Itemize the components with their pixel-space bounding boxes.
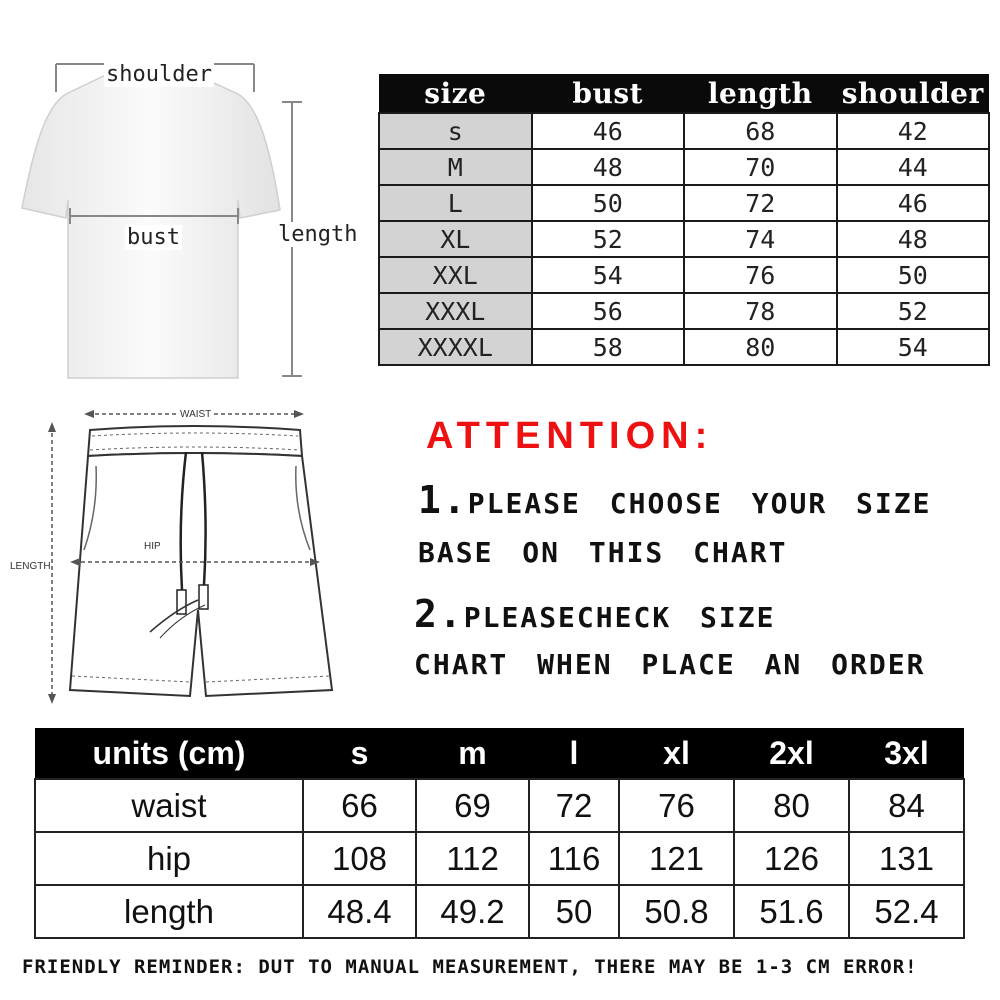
attention-line-1 xyxy=(418,478,932,522)
value-cell: 72 xyxy=(529,779,619,832)
size-cell: XL xyxy=(379,221,532,257)
value-cell: 84 xyxy=(849,779,964,832)
length-cell: 76 xyxy=(684,257,837,293)
shoulder-cell: 50 xyxy=(837,257,990,293)
shoulder-cell: 52 xyxy=(837,293,990,329)
value-cell: 50 xyxy=(529,885,619,938)
table-row xyxy=(379,329,989,365)
length-cell: 68 xyxy=(684,113,837,149)
shoulder-cell: 44 xyxy=(837,149,990,185)
value-cell: 116 xyxy=(529,832,619,885)
header-bust: bust xyxy=(532,74,685,113)
value-cell: 66 xyxy=(303,779,416,832)
value-cell: 48.4 xyxy=(303,885,416,938)
row-label: waist xyxy=(35,779,303,832)
length-cell: 80 xyxy=(684,329,837,365)
size-cell: XXL xyxy=(379,257,532,293)
length-label: LENGTH xyxy=(10,561,51,572)
length-cell: 72 xyxy=(684,185,837,221)
shorts-illustration xyxy=(0,400,380,710)
header-m: m xyxy=(416,728,529,779)
tshirt-illustration xyxy=(0,50,375,380)
bust-cell: 54 xyxy=(532,257,685,293)
shorts-size-table xyxy=(34,728,965,939)
row-label: length xyxy=(35,885,303,938)
header-2xl: 2xl xyxy=(734,728,849,779)
value-cell: 76 xyxy=(619,779,734,832)
value-cell: 49.2 xyxy=(416,885,529,938)
length-cell: 70 xyxy=(684,149,837,185)
size-cell: s xyxy=(379,113,532,149)
header-length: length xyxy=(684,74,837,113)
table-header-row xyxy=(35,728,964,779)
shoulder-cell: 54 xyxy=(837,329,990,365)
bust-cell: 58 xyxy=(532,329,685,365)
header-shoulder: shoulder xyxy=(837,74,990,113)
size-cell: XXXL xyxy=(379,293,532,329)
shoulder-cell: 46 xyxy=(837,185,990,221)
length-cell: 74 xyxy=(684,221,837,257)
attention-title: ATTENTION: xyxy=(426,415,714,457)
value-cell: 126 xyxy=(734,832,849,885)
length-cell: 78 xyxy=(684,293,837,329)
header-size: size xyxy=(379,74,532,113)
table-row xyxy=(379,149,989,185)
value-cell: 50.8 xyxy=(619,885,734,938)
shoulder-cell: 48 xyxy=(837,221,990,257)
tshirt-icon xyxy=(0,50,375,380)
bust-cell: 50 xyxy=(532,185,685,221)
header-3xl: 3xl xyxy=(849,728,964,779)
table-row xyxy=(35,779,964,832)
header-units: units (cm) xyxy=(35,728,303,779)
size-cell: L xyxy=(379,185,532,221)
header-l: l xyxy=(529,728,619,779)
attention-line-3 xyxy=(414,592,775,636)
length-label: length xyxy=(278,222,358,247)
bust-cell: 46 xyxy=(532,113,685,149)
size-cell: XXXXL xyxy=(379,329,532,365)
table-header-row xyxy=(379,74,989,113)
waist-label: WAIST xyxy=(180,409,212,420)
row-label: hip xyxy=(35,832,303,885)
table-row xyxy=(379,185,989,221)
friendly-reminder: FRIENDLY REMINDER: DUT TO MANUAL MEASUREMENT, THERE MAY BE 1-3 CM ERROR! xyxy=(22,956,918,978)
attention-text-3: PLEASECHECK SIZE xyxy=(463,601,776,634)
attention-line-2: BASE ON THIS CHART xyxy=(418,536,788,569)
bust-cell: 48 xyxy=(532,149,685,185)
value-cell: 131 xyxy=(849,832,964,885)
header-xl: xl xyxy=(619,728,734,779)
value-cell: 80 xyxy=(734,779,849,832)
bust-cell: 52 xyxy=(532,221,685,257)
bust-label: bust xyxy=(127,225,180,250)
shoulder-label: shoulder xyxy=(106,62,212,87)
header-s: s xyxy=(303,728,416,779)
value-cell: 51.6 xyxy=(734,885,849,938)
value-cell: 52.4 xyxy=(849,885,964,938)
value-cell: 69 xyxy=(416,779,529,832)
table-row xyxy=(379,113,989,149)
value-cell: 112 xyxy=(416,832,529,885)
table-row xyxy=(35,832,964,885)
hip-label: HIP xyxy=(144,541,161,552)
attention-line-4: CHART WHEN PLACE AN ORDER xyxy=(414,648,926,681)
shoulder-cell: 42 xyxy=(837,113,990,149)
shorts-icon xyxy=(0,400,380,710)
table-row xyxy=(35,885,964,938)
size-cell: M xyxy=(379,149,532,185)
value-cell: 121 xyxy=(619,832,734,885)
attention-number-2: 2. xyxy=(414,592,464,636)
bust-cell: 56 xyxy=(532,293,685,329)
table-row xyxy=(379,293,989,329)
table-row xyxy=(379,221,989,257)
table-row xyxy=(379,257,989,293)
attention-number-1: 1. xyxy=(418,478,468,522)
shirt-size-table xyxy=(378,74,990,366)
attention-text-1: PLEASE CHOOSE YOUR SIZE xyxy=(467,487,932,520)
value-cell: 108 xyxy=(303,832,416,885)
